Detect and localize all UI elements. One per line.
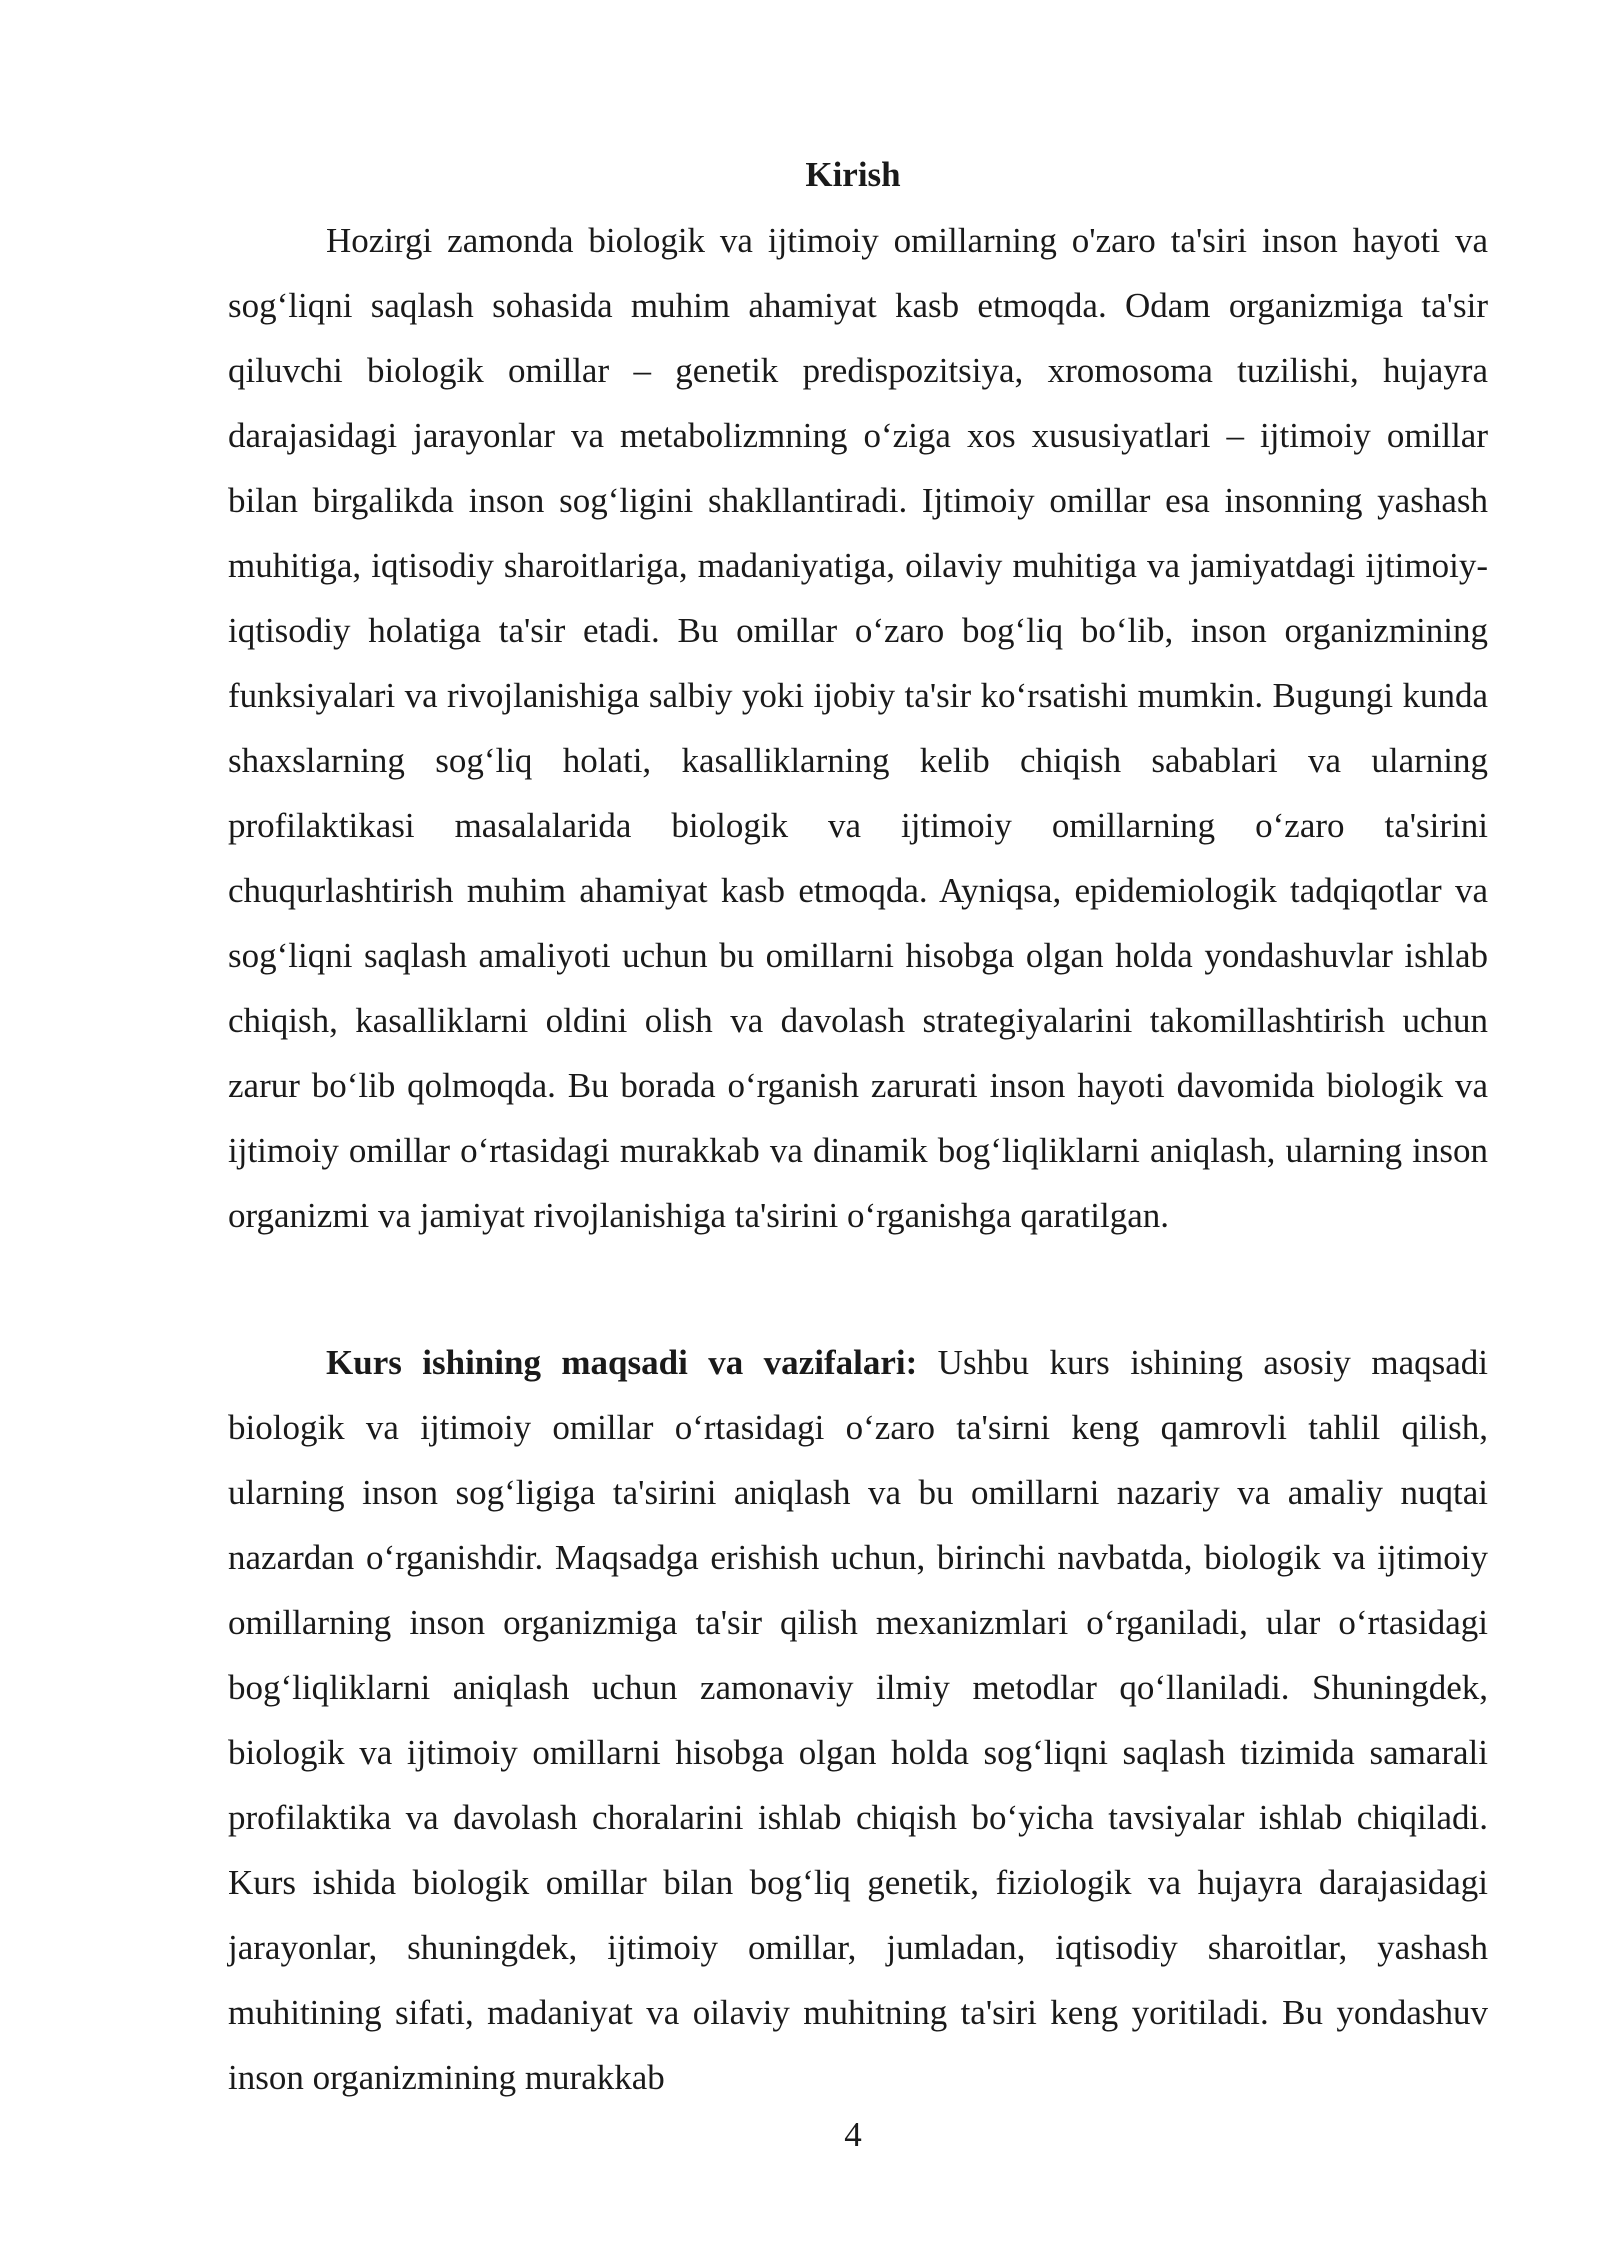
- paragraph-lead-in: Kurs ishining maqsadi va vazifalari:: [326, 1343, 918, 1382]
- goals-paragraph: [228, 1330, 1488, 2110]
- page-number: 4: [844, 2115, 862, 2154]
- intro-paragraph: [228, 208, 1488, 1248]
- paragraph-text: Ushbu kurs ishining asosiy maqsadi biologik va ijtimoiy omillar o‘rtasidagi o‘zaro ta'sirni keng qamrovli tahlil qilish, ularning inson sog‘ligiga ta'sirini aniqlash va bu omillarni nazariy va amaliy nuqtai nazardan o‘rganishdir. Maqsadga erishish uchun, birinchi navbatda, biologik va ijtimoiy omillarning inson organizmiga ta'sir qilish mexanizmlari o‘rganiladi, ular o‘rtasidagi bog‘liqliklarni aniqlash uchun zamonaviy ilmiy metodlar qo‘llaniladi. Shuningdek, biologik va ijtimoiy omillarni hisobga olgan holda sog‘liqni saqlash tizimida samarali profilaktika va davolash choralarini ishlab chiqish bo‘yicha tavsiyalar ishlab chiqiladi. Kurs ishida biologik omillar bilan bog‘liq genetik, fiziologik va hujayra darajasidagi jarayonlar, shuningdek, ijtimoiy omillar, jumladan, iqtisodiy sharoitlar, yashash muhitining sifati, madaniyat va oilaviy muhitning ta'siri keng yoritiladi. Bu yondashuv inson organizmining murakkab: [228, 1343, 1488, 2097]
- paragraph-text: Hozirgi zamonda biologik va ijtimoiy omillarning o'zaro ta'siri inson hayoti va sog‘liqni saqlash sohasida muhim ahamiyat kasb etmoqda. Odam organizmiga ta'sir qiluvchi biologik omillar – genetik predispozitsiya, xromosoma tuzilishi, hujayra darajasidagi jarayonlar va metabolizmning o‘ziga xos xususiyatlari – ijtimoiy omillar bilan birgalikda inson sog‘ligini shakllantiradi. Ijtimoiy omillar esa insonning yashash muhitiga, iqtisodiy sharoitlariga, madaniyatiga, oilaviy muhitiga va jamiyatdagi ijtimoiy-iqtisodiy holatiga ta'sir etadi. Bu omillar o‘zaro bog‘liq bo‘lib, inson organizmining funksiyalari va rivojlanishiga salbiy yoki ijobiy ta'sir ko‘rsatishi mumkin. Bugungi kunda shaxslarning sog‘liq holati, kasalliklarning kelib chiqish sabablari va ularning profilaktikasi masalalarida biologik va ijtimoiy omillarning o‘zaro ta'sirini chuqurlashtirish muhim ahamiyat kasb etmoqda. Ayniqsa, epidemiologik tadqiqotlar va sog‘liqni saqlash amaliyoti uchun bu omillarni hisobga olgan holda yondashuvlar ishlab chiqish, kasalliklarni oldini olish va davolash strategiyalarini takomillashtirish uchun zarur bo‘lib qolmoqda. Bu borada o‘rganish zarurati inson hayoti davomida biologik va ijtimoiy omillar o‘rtasidagi murakkab va dinamik bog‘liqliklarni aniqlash, ularning inson organizmi va jamiyat rivojlanishiga ta'sirini o‘rganishga qaratilgan.: [228, 221, 1488, 1235]
- section-heading: Kirish: [805, 155, 901, 194]
